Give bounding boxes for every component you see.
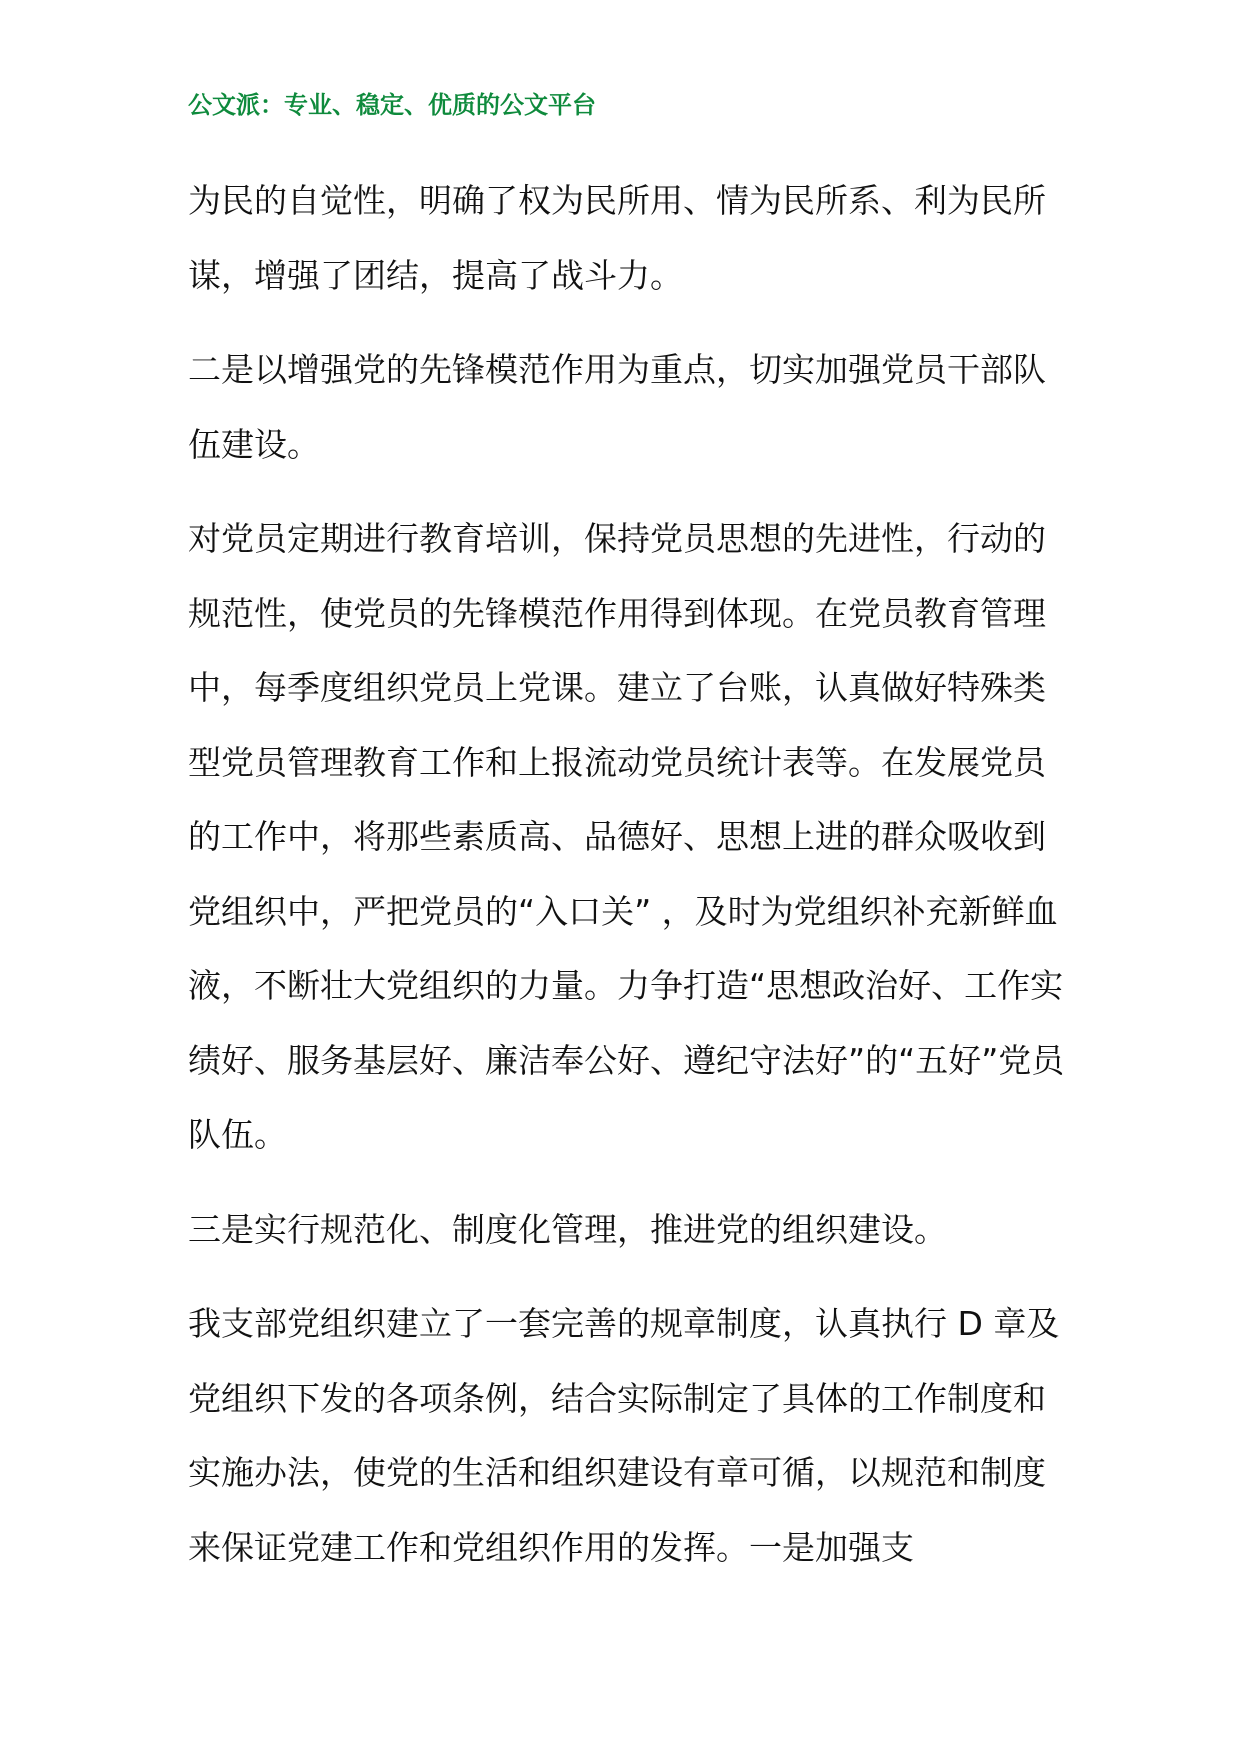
document-body	[188, 164, 1068, 1605]
paragraph: 为民的自觉性，明确了权为民所用、情为民所系、利为民所谋，增强了团结，提高了战斗力。	[188, 181, 1046, 295]
paragraph-heading: 三是实行规范化、制度化管理，推进党的组织建设。	[188, 1209, 947, 1249]
header-tagline: 公文派：专业、稳定、优质的公文平台	[188, 91, 596, 119]
paragraph-heading: 二是以增强党的先锋模范作用为重点，切实加强党员干部队伍建设。	[188, 350, 1046, 464]
paragraph: 我支部党组织建立了一套完善的规章制度，认真执行 D 章及党组织下发的各项条例，结合实际制定了具体的工作制度和实施办法，使党的生活和组织建设有章可循，以规范和制度来保证党建工作和党组织作用的发挥。一是加强支	[188, 1304, 1060, 1567]
paragraph: 对党员定期进行教育培训，保持党员思想的先进性，行动的规范性，使党员的先锋模范作用得到体现。在党员教育管理中，每季度组织党员上党课。建立了台账，认真做好特殊类型党员管理教育工作和上报流动党员统计表等。在发展党员的工作中，将那些素质高、品德好、思想上进的群众吸收到党组织中，严把党员的“入口关” ，及时为党组织补充新鲜血液，不断壮大党组织的力量。力争打造“思想政治好、工作实绩好、服务基层好、廉洁奉公好、遵纪守法好”的“五好”党员队伍。	[188, 519, 1065, 1154]
